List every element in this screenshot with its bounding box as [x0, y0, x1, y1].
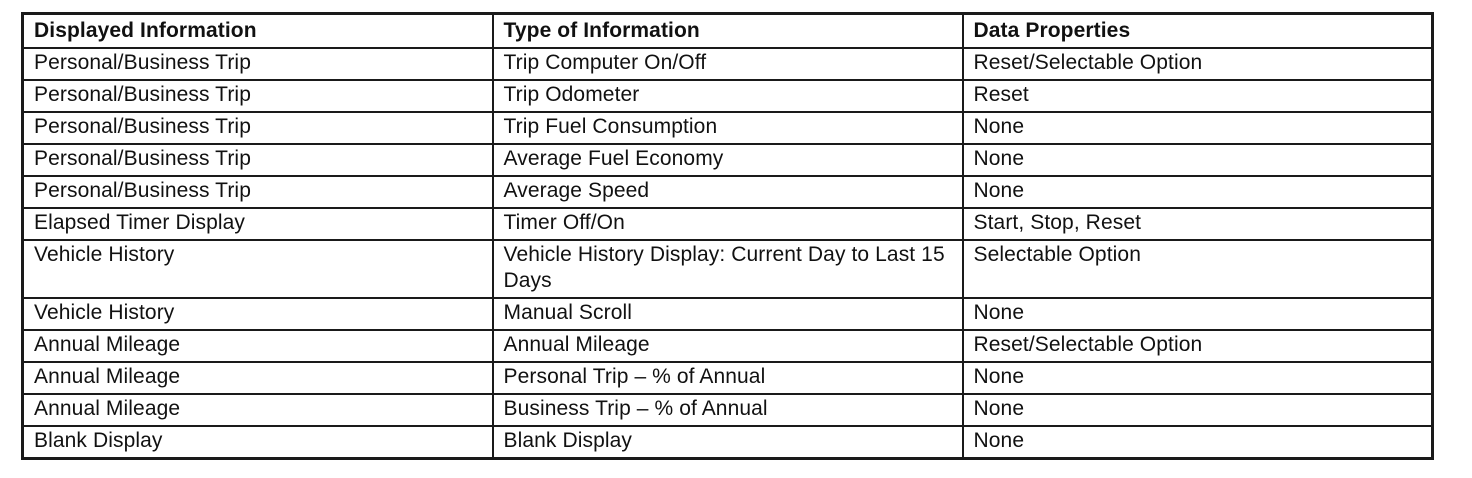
cell-data-properties: Reset/Selectable Option	[963, 330, 1433, 362]
cell-type-of-information: Average Speed	[493, 176, 963, 208]
cell-type-of-information: Manual Scroll	[493, 298, 963, 330]
header-data-properties: Data Properties	[963, 14, 1433, 49]
cell-type-of-information: Personal Trip – % of Annual	[493, 362, 963, 394]
cell-data-properties: Reset	[963, 80, 1433, 112]
cell-type-of-information: Trip Fuel Consumption	[493, 112, 963, 144]
cell-type-of-information: Trip Computer On/Off	[493, 48, 963, 80]
table-row	[23, 48, 1433, 80]
cell-displayed-information: Personal/Business Trip	[23, 176, 493, 208]
cell-type-of-information: Business Trip – % of Annual	[493, 394, 963, 426]
header-displayed-information: Displayed Information	[23, 14, 493, 49]
cell-type-of-information: Vehicle History Display: Current Day to Last 15 Days	[493, 240, 963, 298]
table-row	[23, 362, 1433, 394]
cell-displayed-information: Personal/Business Trip	[23, 80, 493, 112]
cell-type-of-information: Timer Off/On	[493, 208, 963, 240]
table-row	[23, 298, 1433, 330]
cell-data-properties: None	[963, 298, 1433, 330]
table-row	[23, 394, 1433, 426]
cell-type-of-information: Annual Mileage	[493, 330, 963, 362]
table-row	[23, 330, 1433, 362]
cell-displayed-information: Elapsed Timer Display	[23, 208, 493, 240]
table-row	[23, 80, 1433, 112]
cell-displayed-information: Vehicle History	[23, 298, 493, 330]
cell-data-properties: None	[963, 176, 1433, 208]
cell-displayed-information: Annual Mileage	[23, 394, 493, 426]
cell-displayed-information: Blank Display	[23, 426, 493, 459]
table-row	[23, 208, 1433, 240]
table-row	[23, 240, 1433, 298]
cell-data-properties: Selectable Option	[963, 240, 1433, 298]
table-row	[23, 426, 1433, 459]
table-header-row	[23, 14, 1433, 49]
trip-computer-information-table	[21, 12, 1434, 460]
cell-displayed-information: Annual Mileage	[23, 330, 493, 362]
cell-data-properties: None	[963, 426, 1433, 459]
header-type-of-information: Type of Information	[493, 14, 963, 49]
cell-data-properties: None	[963, 112, 1433, 144]
cell-data-properties: None	[963, 394, 1433, 426]
table-row	[23, 176, 1433, 208]
cell-displayed-information: Personal/Business Trip	[23, 112, 493, 144]
table-row	[23, 112, 1433, 144]
table-row	[23, 144, 1433, 176]
cell-type-of-information: Trip Odometer	[493, 80, 963, 112]
cell-type-of-information: Average Fuel Economy	[493, 144, 963, 176]
cell-data-properties: None	[963, 362, 1433, 394]
cell-displayed-information: Annual Mileage	[23, 362, 493, 394]
cell-displayed-information: Personal/Business Trip	[23, 48, 493, 80]
cell-data-properties: Start, Stop, Reset	[963, 208, 1433, 240]
cell-displayed-information: Vehicle History	[23, 240, 493, 298]
cell-data-properties: Reset/Selectable Option	[963, 48, 1433, 80]
cell-type-of-information: Blank Display	[493, 426, 963, 459]
cell-displayed-information: Personal/Business Trip	[23, 144, 493, 176]
cell-data-properties: None	[963, 144, 1433, 176]
